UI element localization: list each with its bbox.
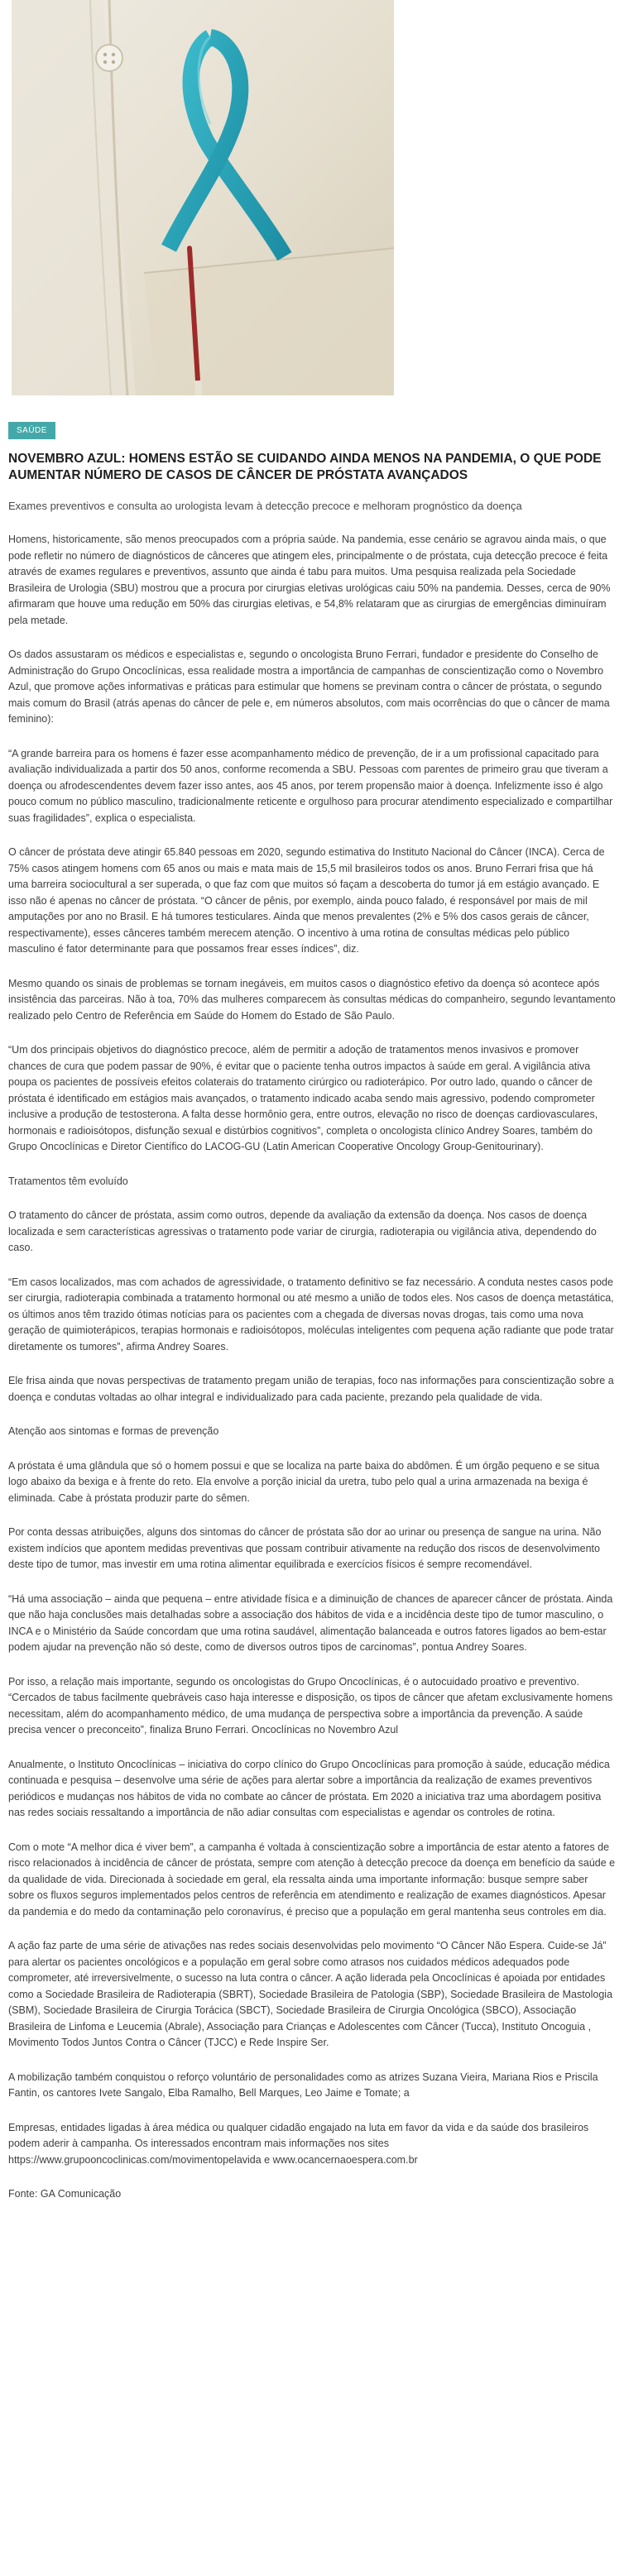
paragraph: Por isso, a relação mais importante, segundo os oncologistas do Grupo Oncoclínicas, é o autocuidado proativo e preventivo. “Cercados de tabus facilmente quebráveis caso haja interesse e disposição, os tipos de câncer que afetam exclusivamente homens necessitam, além do acompanhamento médico, de uma mudança de perspectiva sobre a importância da prevenção. A saúde precisa vencer o preconceito”, finaliza Bruno Ferrari. Oncoclínicas no Novembro Azul [8, 1675, 613, 1736]
paragraph: A ação faz parte de uma série de ativações nas redes sociais desenvolvidas pelo movimento “O Câncer Não Espera. Cuide-se Já” para alertar os pacientes oncológicos e a população em geral sobre como atrasos nos cuidados médicos adequados pode comprometer, até irreversivelmente, o sucesso na luta contra o câncer. A ação liderada pela Oncoclínicas é apoiada por entidades como a Sociedade Brasileira de Radioterapia (SBRT), Sociedade Brasileira de Patologia (SBP), Sociedade Brasileira de Mastologia (SBM), Sociedade Brasileira de Cirurgia Torácica (SBCT), Sociedade Brasileira de Cirurgia Oncológica (SBCO), Associação Brasileira de Linfoma e Leucemia (Abrale), Associação para Crianças e Adolescentes com Câncer (Tucca), Instituto Oncoguia , Movimento Todos Juntos Contra o Câncer (TJCC) e Rede Inspire Ser. [8, 1940, 613, 2048]
paragraph: A próstata é uma glândula que só o homem possui e que se localiza na parte baixa do abdômen. É um órgão pequeno e se situa logo abaixo da bexiga e à frente do reto. Ela envolve a porção inicial da uretra, tubo pelo qual a urina armazenada na bexiga é eliminada. Cabe à próstata produzir parte do sêmen. [8, 1459, 600, 1504]
article-subtitle: Exames preventivos e consulta ao urologista levam à detecção precoce e melhoram prognóstico da doença [8, 500, 522, 512]
paragraph: Ele frisa ainda que novas perspectivas de tratamento pregam união de terapias, foco nas informações para conscientização sobre a doença e condutas voltadas ao olhar integral e individualizado para cada paciente, prezando pela qualidade de vida. [8, 1375, 614, 1403]
section-heading: Tratamentos têm evoluído [8, 1175, 128, 1187]
paragraph: “A grande barreira para os homens é fazer esse acompanhamento médico de prevenção, de ir a um profissional capacitado para avaliação individualizada a partir dos 50 anos, conforme recomenda a SBU. Pessoas com parentes de primeiro grau que tiveram a doença ou afrodescendentes devem fazer isso antes, aos 45 anos, por terem propensão maior à doença. Infelizmente isso é algo pouco comum no público masculino, tradicionalmente reticente e orgulhoso para procurar atendimento especializado e compartilhar suas fragilidades”, explica o especialista. [8, 747, 613, 824]
paragraph: “Um dos principais objetivos do diagnóstico precoce, além de permitir a adoção de tratamentos menos invasivos e promover chances de cura que podem passar de 90%, é evitar que o paciente tenha outros impactos à saúde em geral. A vigilância ativa poupa os pacientes de possíveis efeitos colaterais do tratamento cirúrgico ou radioterápico. Por outro lado, quando o câncer de próstata é identificado em estágios mais avançados, o tratamento indicado acaba sendo mais agressivo, podendo comprometer inclusive a produção de testosterona. A falta desse hormônio gera, entre outros, elevação no risco de doenças cardiovasculares, hormonais e radioisótopos, disfunção sexual e distúrbios cognitivos”, completa o oncologista clínico Andrey Soares, também do Grupo Oncoclínicas e Diretor Científico do LACOG-GU (Latin American Cooperative Oncology Group-Genitourinary). [8, 1044, 598, 1152]
paragraph: O câncer de próstata deve atingir 65.840 pessoas em 2020, segundo estimativa do Instituto Nacional do Câncer (INCA). Cerca de 75% casos atingem homens com 65 anos ou mais e mata mais de 15,5 mil brasileiros todos os anos. Bruno Ferrari frisa que há uma barreira sociocultural a ser superada, o que faz com que muitos só façam a descoberta do tumor já em estágio avançado. E isso não é apenas no câncer de próstata. “O câncer de pênis, por exemplo, ainda pouco falado, é responsável por mais de mil amputações por ano no Brasil. E há tumores testiculares. Ainda que menos prevalentes (2% e 5% dos casos gerais de câncer, respectivamente), esses cânceres também merecem atenção. O incentivo à uma rotina de consultas médicas pelo público masculino é fator determinante para que possamos frear esses índices”, diz. [8, 846, 605, 955]
blue-ribbon-on-white-coat-illustration [12, 0, 394, 395]
category-tag[interactable]: SAÚDE [8, 422, 55, 439]
article-body [8, 532, 616, 2203]
paragraph: O tratamento do câncer de próstata, assim como outros, depende da avaliação da extensão da doença. Nos casos de doença localizada e sem características agressivas o tratamento pode variar de cirurgia, radioterapia ou vigilância ativa, dependendo do caso. [8, 1209, 597, 1253]
paragraph: Por conta dessas atribuições, alguns dos sintomas do câncer de próstata são dor ao urinar ou presença de sangue na urina. Não existem indícios que apontem medidas preventivas que possam contribuir ativamente na redução dos riscos de desenvolvimento deste tipo de tumor, mas investir em uma rotina alimentar equilibrada e exercícios físicos é sempre recomendável. [8, 1526, 602, 1570]
paragraph: Anualmente, o Instituto Oncoclínicas – iniciativa do corpo clínico do Grupo Oncoclínicas para promoção à saúde, educação médica continuada e pesquisa – desenvolve uma série de ações para alertar sobre a importância da realização de exames preventivos periódicos e mudanças nos hábitos de vida no combate ao câncer de próstata. Em 2020 a iniciativa traz uma abordagem positiva nas redes sociais ressaltando a importância de não adiar consultas com especialistas e agendar os controles de rotina. [8, 1758, 610, 1818]
paragraph: Empresas, entidades ligadas à área médica ou qualquer cidadão engajado na luta em favor da vida e da saúde dos brasileiros podem aderir à campanha. Os interessados encontram mais informações nos sites https://www.grupooncoclinicas.com/movimentopelavida e www.ocancernaoespera.com.br [8, 2121, 589, 2166]
paragraph: Homens, historicamente, são menos preocupados com a própria saúde. Na pandemia, esse cenário se agravou ainda mais, o que pode refletir no número de diagnósticos de cânceres que atingem eles, principalmente o de próstata, cuja detecção precoce é feita através de exames regulares e preventivos, assunto que ainda é tabu para muitos. Uma pesquisa realizada pela Sociedade Brasileira de Urologia (SBU) mostrou que a procura por cirurgias eletivas urológicas caiu 50% na pandemia. Desses, cerca de 90% afirmaram que houve uma redução em 50% das cirurgias eletivas, e 54,8% relataram que as cirurgias de emergências diminuíram pela metade. [8, 534, 611, 626]
paragraph: A mobilização também conquistou o reforço voluntário de personalidades como as atrizes Suzana Vieira, Mariana Rios e Priscila Fantin, os cantores Ivete Sangalo, Elba Ramalho, Bell Marques, Leo Jaime e Tomate; a [8, 2071, 598, 2099]
paragraph: Os dados assustaram os médicos e especialistas e, segundo o oncologista Bruno Ferrari, fundador e presidente do Conselho de Administração do Grupo Oncoclínicas, essa realidade mostra a importância de campanhas de conscientização como o Novembro Azul, que promove ações informativas e práticas para estimular que homens se previnam contra o câncer de próstata, o segundo mais comum do Brasil (atrás apenas do câncer de pele e, em números absolutos, com mais ocorrências do que o câncer de mama feminino): [8, 649, 610, 725]
paragraph: Com o mote “A melhor dica é viver bem”, a campanha é voltada à conscientização sobre a importância de estar atento a fatores de risco relacionados à incidência de câncer de próstata, sempre com atenção à detecção precoce da doença em benefício da saúde e da qualidade de vida. Direcionada à sociedade em geral, ela ressalta ainda uma importante informação: busque sempre saber sobre os fluxos seguros implementados pelos centros de referência em atendimento e realização de exames diagnósticos. Apesar da pandemia e do medo da contaminação pelo coronavírus, é preciso que a população em geral mantenha seus controles em dia. [8, 1841, 616, 1918]
section-heading: Atenção aos sintomas e formas de prevenção [8, 1425, 219, 1437]
paragraph: “Em casos localizados, mas com achados de agressividade, o tratamento definitivo se faz necessário. A conduta nestes casos pode ser cirurgia, radioterapia combinada a tratamento hormonal ou até mesmo a união de todos eles. Nos casos de doença metastática, os últimos anos têm trazido ótimas notícias para os pacientes com a chegada de diversas novas drogas, tais como uma nova geração de quimioterápicos, terapias hormonais e radioisótopos, moléculas inteligentes com pequena ação radiante que pode tratar diretamente os tumores”, afirma Andrey Soares. [8, 1276, 614, 1353]
article-hero-image [12, 0, 394, 395]
paragraph: Mesmo quando os sinais de problemas se tornam inegáveis, em muitos casos o diagnóstico efetivo da doença só acontece após insistência das parceiras. Não à toa, 70% das mulheres comparecem às consultas médicas do companheiro, segundo levantamento realizado pelo Centro de Referência em Saúde do Homem do Estado de São Paulo. [8, 977, 616, 1022]
article-source: Fonte: GA Comunicação [8, 2188, 122, 2200]
paragraph: “Há uma associação – ainda que pequena – entre atividade física e a diminuição de chances de aparecer câncer de próstata. Ainda que não haja conclusões mais detalhadas sobre a associação dos hábitos de vida e a incidência deste tipo de tumor masculino, o INCA e o Ministério da Saúde concordam que uma rotina saudável, alimentação balanceada e outros fatores ligados ao bem-estar podem ajudar na prevenção não só deste, como de diversos outros tipos de carcinomas”, pontua Andrey Soares. [8, 1592, 613, 1653]
article-title: NOVEMBRO AZUL: HOMENS ESTÃO SE CUIDANDO AINDA MENOS NA PANDEMIA, O QUE PODE AUMENTAR NÚMERO DE CASOS DE CÂNCER DE PRÓSTATA AVANÇADOS [8, 452, 602, 482]
